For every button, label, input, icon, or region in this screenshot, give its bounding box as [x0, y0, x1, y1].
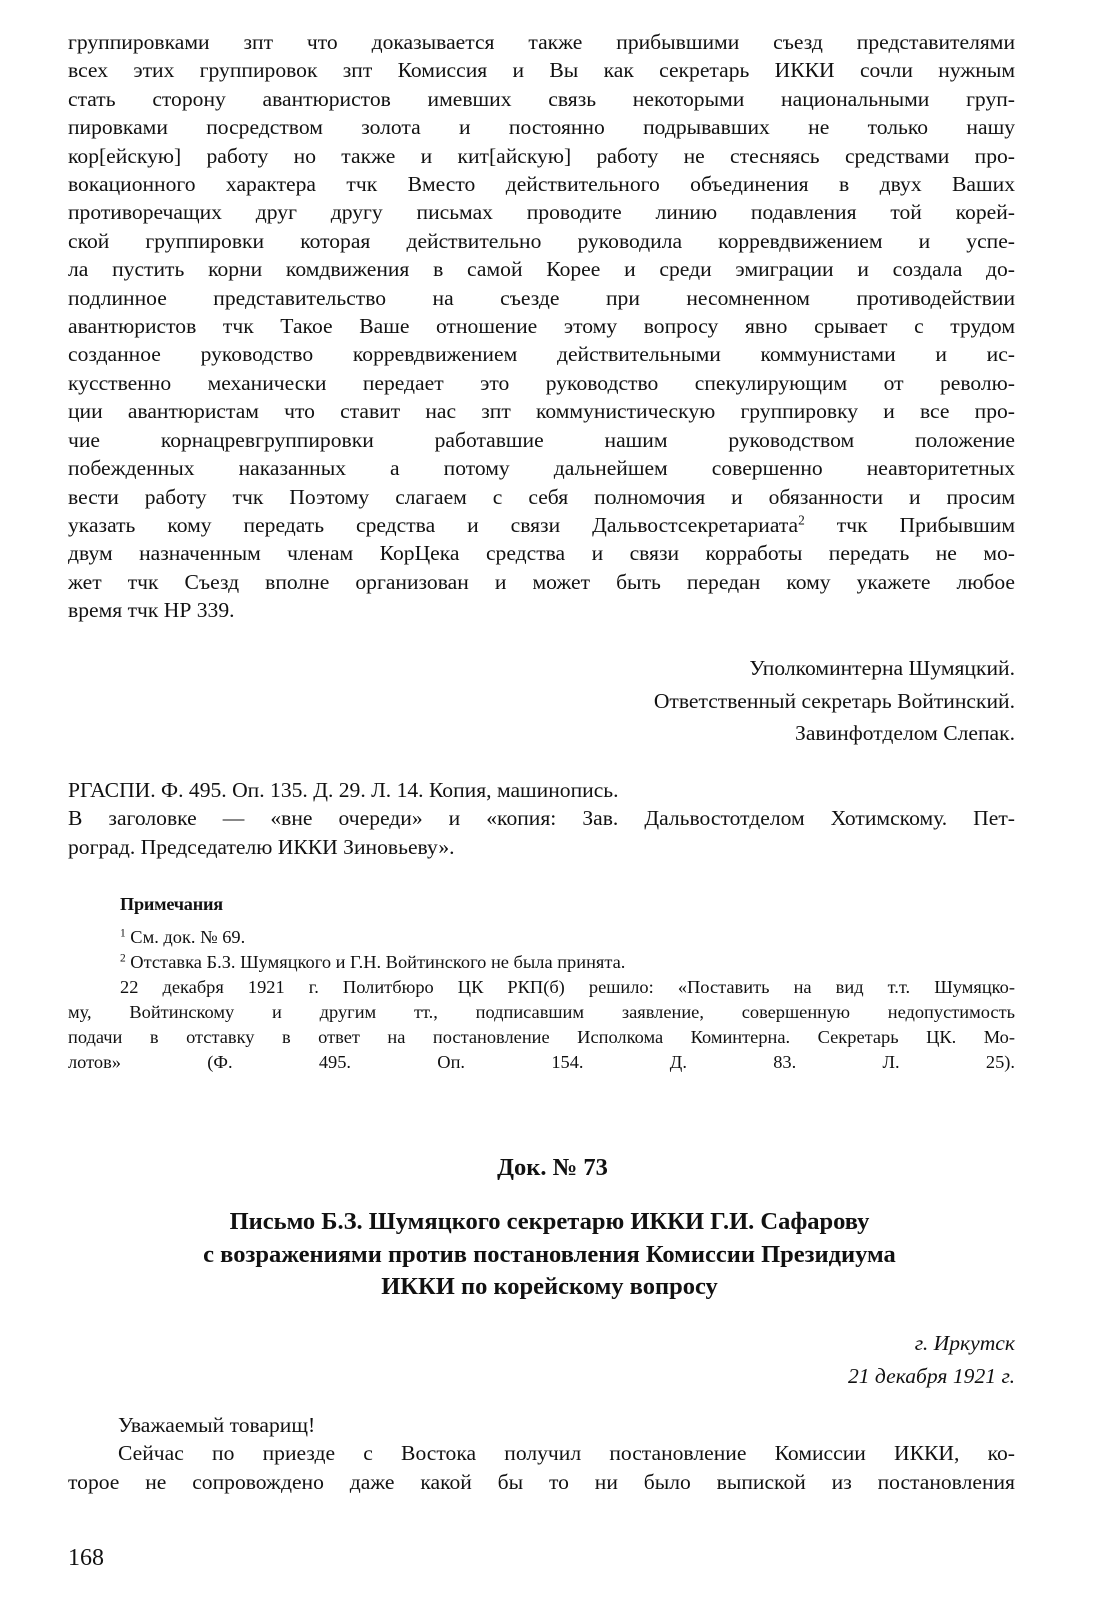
text-line: авантюристов тчк Такое Ваше отношение этому вопросу явно срывает с трудом — [68, 314, 1015, 339]
note-number: 1 — [120, 927, 126, 940]
place: г. Иркутск — [914, 1331, 1015, 1355]
text-line-part: тчк Прибывшим — [804, 512, 1015, 537]
text-line: двум назначенным членам КорЦека средства и связи корработы передать не мо- — [68, 541, 1015, 566]
date: 21 декабря 1921 г. — [847, 1363, 1015, 1388]
title-line: с возражениями против постановления Комиссии Президиума — [203, 1240, 896, 1268]
note-2-continuation — [68, 975, 1015, 1075]
signature-line: Уполкоминтерна Шумяцкий. — [749, 656, 1015, 680]
text-line: ции авантюристам что ставит нас зпт коммунистическую группировку и все про- — [68, 399, 1015, 424]
source-line: РГАСПИ. Ф. 495. Оп. 135. Д. 29. Л. 14. Копия, машинопись. — [68, 778, 619, 802]
telegram-body — [68, 28, 1015, 625]
note-line: 22 декабря 1921 г. Политбюро ЦК РКП(б) решило: «Поставить на вид т.т. Шумяцко- — [120, 977, 1015, 997]
text-line: противоречащих друг другу письмах проводите линию подавления той корей- — [68, 200, 1015, 225]
footnote-ref-2: 2 — [798, 512, 805, 528]
text-line: Сейчас по приезде с Востока получил постановление Комиссии ИККИ, ко- — [118, 1441, 1015, 1466]
note-text: См. док. № 69. — [125, 927, 246, 947]
note-text: Отставка Б.З. Шумяцкого и Г.Н. Войтинского не была принята. — [125, 952, 626, 972]
notes-title: Примечания — [120, 894, 223, 914]
document-number: Док. № 73 — [497, 1154, 608, 1181]
title-line: Письмо Б.З. Шумяцкого секретарю ИККИ Г.И. Сафарову — [229, 1208, 870, 1235]
text-line: всех этих группировок зпт Комиссия и Вы как секретарь ИККИ сочли нужным — [68, 58, 1015, 83]
text-line-with-footnote — [68, 511, 1015, 539]
text-line: ла пустить корни комдвижения в самой Корее и среди эмиграции и создала до- — [68, 257, 1015, 282]
signature-block — [654, 652, 1015, 750]
note-line: му, Войтинскому и другим тт., подписавшим заявление, совершенную недопустимость — [68, 1002, 1015, 1022]
text-line: кусственно механически передает это руководство спекулирующим от револю- — [68, 370, 1015, 395]
text-line: торое не сопровождено даже какой бы то ни было выпиской из постановления — [68, 1469, 1015, 1494]
text-line: чие корнацревгруппировки работавшие нашим руководством положение — [68, 427, 1015, 452]
page-number: 168 — [68, 1545, 104, 1571]
text-line: вокационного характера тчк Вместо действительного объединения в двух Ваших — [68, 172, 1015, 197]
source-line: В заголовке — «вне очереди» и «копия: Зав. Дальвостотделом Хотимскому. Пет- — [68, 806, 1015, 831]
note-1 — [68, 925, 1015, 950]
greeting: Уважаемый товарищ! — [118, 1413, 316, 1437]
source-line: роград. Председателю ИККИ Зиновьеву». — [68, 834, 455, 859]
text-line: группировками зпт что доказывается также прибывшими съезд представителями — [68, 30, 1015, 54]
text-line: кор[ейскую] работу но также и кит[айскую] работу не стесняясь средствами про- — [68, 143, 1015, 168]
note-number: 2 — [120, 952, 126, 965]
text-line: созданное руководство корревдвижением действительными коммунистами и ис- — [68, 342, 1015, 367]
text-line: время тчк НР 339. — [68, 598, 235, 623]
signature-line: Завинфотделом Слепак. — [795, 721, 1015, 745]
letter-body — [68, 1411, 1015, 1496]
archival-source — [68, 776, 1015, 861]
text-line: подлинное представительство на съезде при несомненном противодействии — [68, 285, 1015, 310]
text-line: стать сторону авантюристов имевших связь некоторыми национальными груп- — [68, 86, 1015, 111]
document-title — [68, 1206, 1031, 1304]
note-2 — [68, 950, 1015, 975]
signature-line: Ответственный секретарь Войтинский. — [653, 688, 1015, 713]
note-line: подачи в отставку в ответ на постановление Исполкома Коминтерна. Секретарь ЦК. Мо- — [68, 1027, 1015, 1047]
title-line: ИККИ по корейскому вопросу — [381, 1273, 718, 1300]
note-line: лотов» (Ф. 495. Оп. 154. Д. 83. Л. 25). — [68, 1052, 1015, 1072]
text-line-part: указать кому передать средства и связи Дальвостсекретариата — [68, 512, 799, 537]
place-and-date — [848, 1327, 1015, 1392]
notes-section — [68, 892, 1015, 1075]
text-line: вести работу тчк Поэтому слагаем с себя полномочия и обязанности и просим — [68, 484, 1015, 509]
text-line: побежденных наказанных а потому дальнейшем совершенно неавторитетных — [68, 456, 1015, 481]
text-line: пировками посредством золота и постоянно подрывавших не только нашу — [68, 115, 1015, 140]
text-line: ской группировки которая действительно руководила корревдвижением и успе- — [68, 228, 1015, 253]
text-line: жет тчк Съезд вполне организован и может быть передан кому укажете любое — [68, 569, 1015, 594]
